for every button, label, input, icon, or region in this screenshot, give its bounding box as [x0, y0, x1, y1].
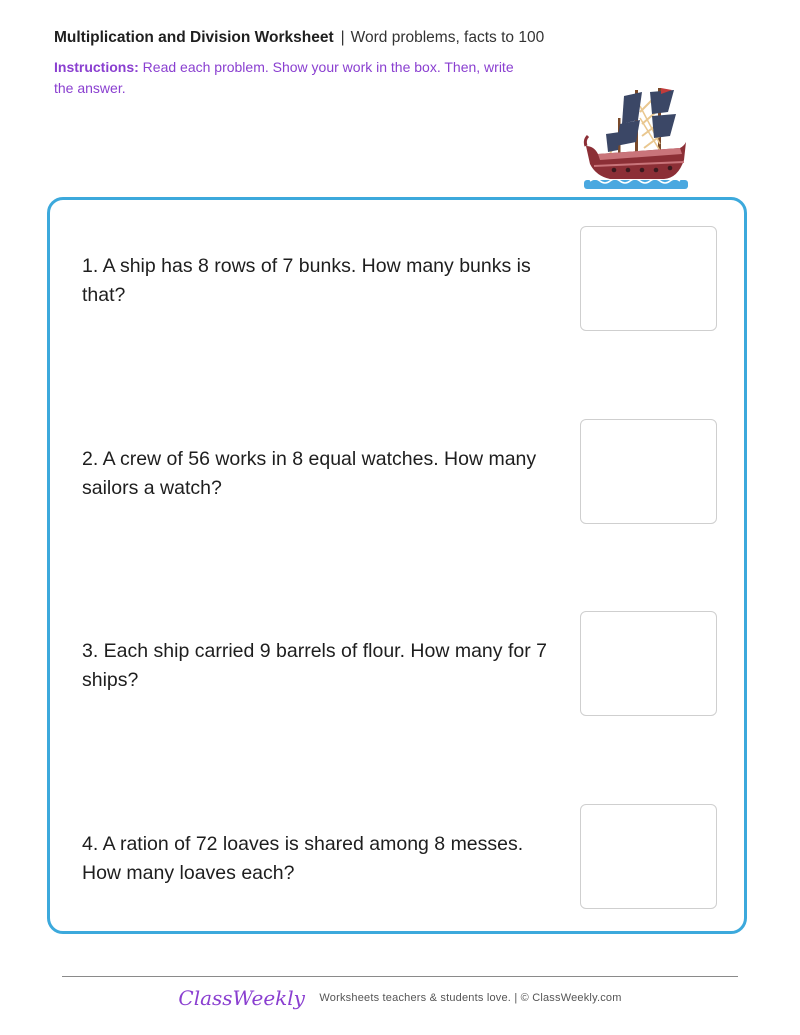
answer-box-4[interactable] — [580, 804, 717, 909]
footer-tagline: Worksheets teachers & students love. | © ClassWeekly.com — [319, 992, 622, 1004]
pirate-ship-icon — [580, 84, 692, 194]
problem-2 — [82, 445, 562, 503]
worksheet-header — [54, 28, 614, 99]
problem-text: 2. A crew of 56 works in 8 equal watches. How many sailors a watch? — [82, 448, 537, 499]
answer-box-2[interactable] — [580, 419, 717, 524]
title-line — [54, 28, 614, 48]
instructions-text: Read each problem. Show your work in the box. Then, write the answer. — [54, 59, 514, 96]
title-separator: | — [340, 29, 345, 46]
answer-box-1[interactable] — [580, 226, 717, 331]
answer-box-3[interactable] — [580, 611, 717, 716]
worksheet-subtitle: Word problems, facts to 100 — [350, 29, 545, 46]
problem-4 — [82, 830, 562, 888]
problem-3 — [82, 637, 562, 695]
footer-divider — [62, 976, 738, 977]
problem-text: 1. A ship has 8 rows of 7 bunks. How many bunks is that? — [82, 255, 531, 306]
instructions — [54, 57, 534, 99]
brand-logo: ClassWeekly — [178, 986, 305, 1010]
instructions-label: Instructions: — [54, 59, 139, 75]
problems-panel — [47, 197, 747, 934]
footer — [0, 986, 800, 1010]
problem-1 — [82, 252, 562, 310]
problem-text: 4. A ration of 72 loaves is shared among 8 messes. How many loaves each? — [82, 833, 524, 884]
worksheet-title: Multiplication and Division Worksheet — [54, 29, 334, 46]
problem-text: 3. Each ship carried 9 barrels of flour. How many for 7 ships? — [82, 640, 547, 691]
